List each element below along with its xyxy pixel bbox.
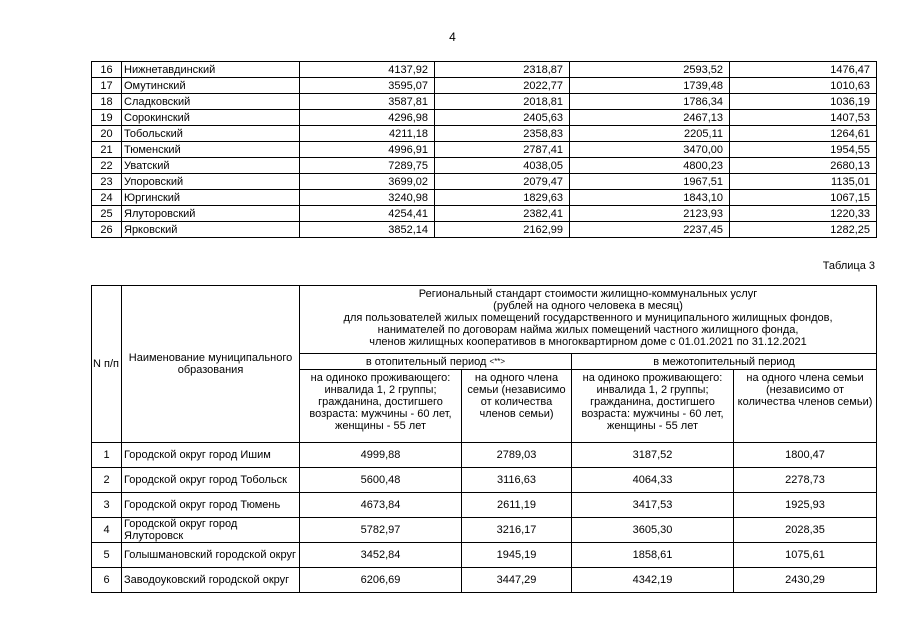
value-heating-family: 2318,87 [435, 62, 570, 78]
row-number: 26 [92, 222, 122, 238]
header-line: нанимателей по договорам найма жилых помещений частного жилищного фонда, [377, 324, 799, 336]
value-nonheating-single: 2593,52 [570, 62, 730, 78]
value-nonheating-family: 2680,13 [730, 158, 877, 174]
table-row [92, 468, 877, 493]
value-nonheating-single: 2123,93 [570, 206, 730, 222]
value-heating-family: 2382,41 [435, 206, 570, 222]
value-heating-family: 2079,47 [435, 174, 570, 190]
value-heating-single: 3852,14 [300, 222, 435, 238]
row-number: 18 [92, 94, 122, 110]
table-row [92, 62, 877, 78]
municipality-name: Сорокинский [122, 110, 300, 126]
value-nonheating-single: 4064,33 [572, 468, 734, 493]
header-single-resident-2: на одиноко проживающего: инвалида 1, 2 группы; гражданина, достигшего возраста: мужчины - 60 лет, женщины - 55 лет [572, 370, 734, 443]
value-nonheating-single: 2237,45 [570, 222, 730, 238]
row-number: 24 [92, 190, 122, 206]
value-nonheating-family: 2278,73 [734, 468, 877, 493]
municipality-name: Тюменский [122, 142, 300, 158]
value-heating-single: 3595,07 [300, 78, 435, 94]
row-number: 3 [92, 493, 122, 518]
value-heating-family: 1829,63 [435, 190, 570, 206]
header-line: для пользователей жилых помещений государственного и муниципального жилищных фондов, [343, 312, 833, 324]
value-heating-single: 4137,92 [300, 62, 435, 78]
value-heating-family: 2405,63 [435, 110, 570, 126]
table-row [92, 110, 877, 126]
value-nonheating-single: 1967,51 [570, 174, 730, 190]
value-nonheating-family: 1800,47 [734, 443, 877, 468]
header-number: N п/п [92, 286, 122, 443]
value-nonheating-family: 1075,61 [734, 543, 877, 568]
value-nonheating-family: 1264,61 [730, 126, 877, 142]
value-nonheating-single: 4342,19 [572, 568, 734, 593]
value-nonheating-single: 1739,48 [570, 78, 730, 94]
municipality-name: Городской округ город Ялуторовск [122, 518, 300, 543]
header-line: Региональный стандарт стоимости жилищно-коммунальных услуг [418, 288, 758, 300]
table-row [92, 222, 877, 238]
value-nonheating-single: 1858,61 [572, 543, 734, 568]
value-nonheating-family: 1925,93 [734, 493, 877, 518]
table-row [92, 126, 877, 142]
table-row [92, 443, 877, 468]
value-nonheating-family: 1282,25 [730, 222, 877, 238]
value-nonheating-single: 3187,52 [572, 443, 734, 468]
table-row [92, 142, 877, 158]
value-nonheating-single: 3470,00 [570, 142, 730, 158]
municipality-name: Омутинский [122, 78, 300, 94]
value-heating-single: 4296,98 [300, 110, 435, 126]
municipality-name: Упоровский [122, 174, 300, 190]
header-single-resident: на одиноко проживающего: инвалида 1, 2 группы; гражданина, достигшего возраста: мужчины - 60 лет, женщины - 55 лет [300, 370, 462, 443]
header-municipality-name: Наименование муниципального образования [122, 286, 300, 443]
heating-period-label: в отопительный период [365, 355, 487, 368]
municipality-name: Тобольский [122, 126, 300, 142]
value-heating-single: 3240,98 [300, 190, 435, 206]
table-row [92, 543, 877, 568]
municipality-name: Голышмановский городской округ [122, 543, 300, 568]
table-row [92, 94, 877, 110]
row-number: 4 [92, 518, 122, 543]
header-line: членов жилищных кооперативов в многоквартирном доме с 01.01.2021 по 31.12.2021 [369, 336, 807, 348]
value-nonheating-family: 1407,53 [730, 110, 877, 126]
row-number: 1 [92, 443, 122, 468]
heating-period-note[interactable]: <**> [489, 356, 506, 366]
value-heating-single: 5782,97 [300, 518, 462, 543]
municipality-name: Уватский [122, 158, 300, 174]
row-number: 16 [92, 62, 122, 78]
municipality-name: Городской округ город Ишим [122, 443, 300, 468]
municipality-name: Городской округ город Тюмень [122, 493, 300, 518]
row-number: 21 [92, 142, 122, 158]
value-heating-family: 1945,19 [462, 543, 572, 568]
value-nonheating-single: 2467,13 [570, 110, 730, 126]
row-number: 22 [92, 158, 122, 174]
header-family-member: на одного члена семьи (независимо от количества членов семьи) [462, 370, 572, 443]
table-row [92, 190, 877, 206]
header-family-member-2: на одного члена семьи (независимо от количества членов семьи) [734, 370, 877, 443]
value-nonheating-family: 1010,63 [730, 78, 877, 94]
municipality-name: Юргинский [122, 190, 300, 206]
header-regional-standard [300, 286, 877, 354]
value-nonheating-family: 2430,29 [734, 568, 877, 593]
row-number: 2 [92, 468, 122, 493]
value-nonheating-family: 1036,19 [730, 94, 877, 110]
value-heating-single: 4999,88 [300, 443, 462, 468]
table-row [92, 78, 877, 94]
value-heating-single: 3587,81 [300, 94, 435, 110]
value-heating-single: 6206,69 [300, 568, 462, 593]
municipality-name: Городской округ город Тобольск [122, 468, 300, 493]
value-heating-family: 2018,81 [435, 94, 570, 110]
value-heating-family: 2789,03 [462, 443, 572, 468]
value-heating-family: 2162,99 [435, 222, 570, 238]
row-number: 19 [92, 110, 122, 126]
value-heating-family: 2611,19 [462, 493, 572, 518]
value-heating-family: 4038,05 [435, 158, 570, 174]
value-heating-family: 3216,17 [462, 518, 572, 543]
table-row [92, 158, 877, 174]
value-nonheating-single: 3417,53 [572, 493, 734, 518]
value-nonheating-family: 1135,01 [730, 174, 877, 190]
value-heating-family: 2358,83 [435, 126, 570, 142]
row-number: 6 [92, 568, 122, 593]
value-nonheating-single: 1786,34 [570, 94, 730, 110]
value-nonheating-single: 4800,23 [570, 158, 730, 174]
value-nonheating-family: 1220,33 [730, 206, 877, 222]
municipality-name: Нижнетавдинский [122, 62, 300, 78]
row-number: 20 [92, 126, 122, 142]
table-row [92, 518, 877, 543]
page-number: 4 [449, 30, 456, 44]
value-heating-single: 7289,75 [300, 158, 435, 174]
value-nonheating-single: 2205,11 [570, 126, 730, 142]
header-heating-period [300, 354, 572, 370]
value-heating-family: 2787,41 [435, 142, 570, 158]
table-row [92, 493, 877, 518]
value-heating-single: 4211,18 [300, 126, 435, 142]
value-nonheating-family: 1954,55 [730, 142, 877, 158]
row-number: 25 [92, 206, 122, 222]
value-heating-family: 3116,63 [462, 468, 572, 493]
row-number: 17 [92, 78, 122, 94]
value-heating-single: 3452,84 [300, 543, 462, 568]
value-nonheating-family: 2028,35 [734, 518, 877, 543]
municipality-name: Ялуторовский [122, 206, 300, 222]
value-heating-family: 3447,29 [462, 568, 572, 593]
value-nonheating-single: 1843,10 [570, 190, 730, 206]
value-heating-single: 4996,91 [300, 142, 435, 158]
value-heating-single: 4254,41 [300, 206, 435, 222]
table-bottom [91, 285, 877, 593]
row-number: 23 [92, 174, 122, 190]
table-row [92, 568, 877, 593]
value-heating-single: 5600,48 [300, 468, 462, 493]
municipality-name: Сладковский [122, 94, 300, 110]
value-nonheating-single: 3605,30 [572, 518, 734, 543]
value-heating-single: 4673,84 [300, 493, 462, 518]
value-heating-single: 3699,02 [300, 174, 435, 190]
table-top [91, 61, 877, 238]
table-row [92, 206, 877, 222]
header-non-heating-period: в межотопительный период [572, 354, 877, 370]
header-line: (рублей на одного человека в месяц) [493, 300, 683, 312]
value-heating-family: 2022,77 [435, 78, 570, 94]
table-caption: Таблица 3 [822, 260, 875, 272]
municipality-name: Заводоуковский городской округ [122, 568, 300, 593]
value-nonheating-family: 1067,15 [730, 190, 877, 206]
value-nonheating-family: 1476,47 [730, 62, 877, 78]
table-row [92, 174, 877, 190]
municipality-name: Ярковский [122, 222, 300, 238]
row-number: 5 [92, 543, 122, 568]
